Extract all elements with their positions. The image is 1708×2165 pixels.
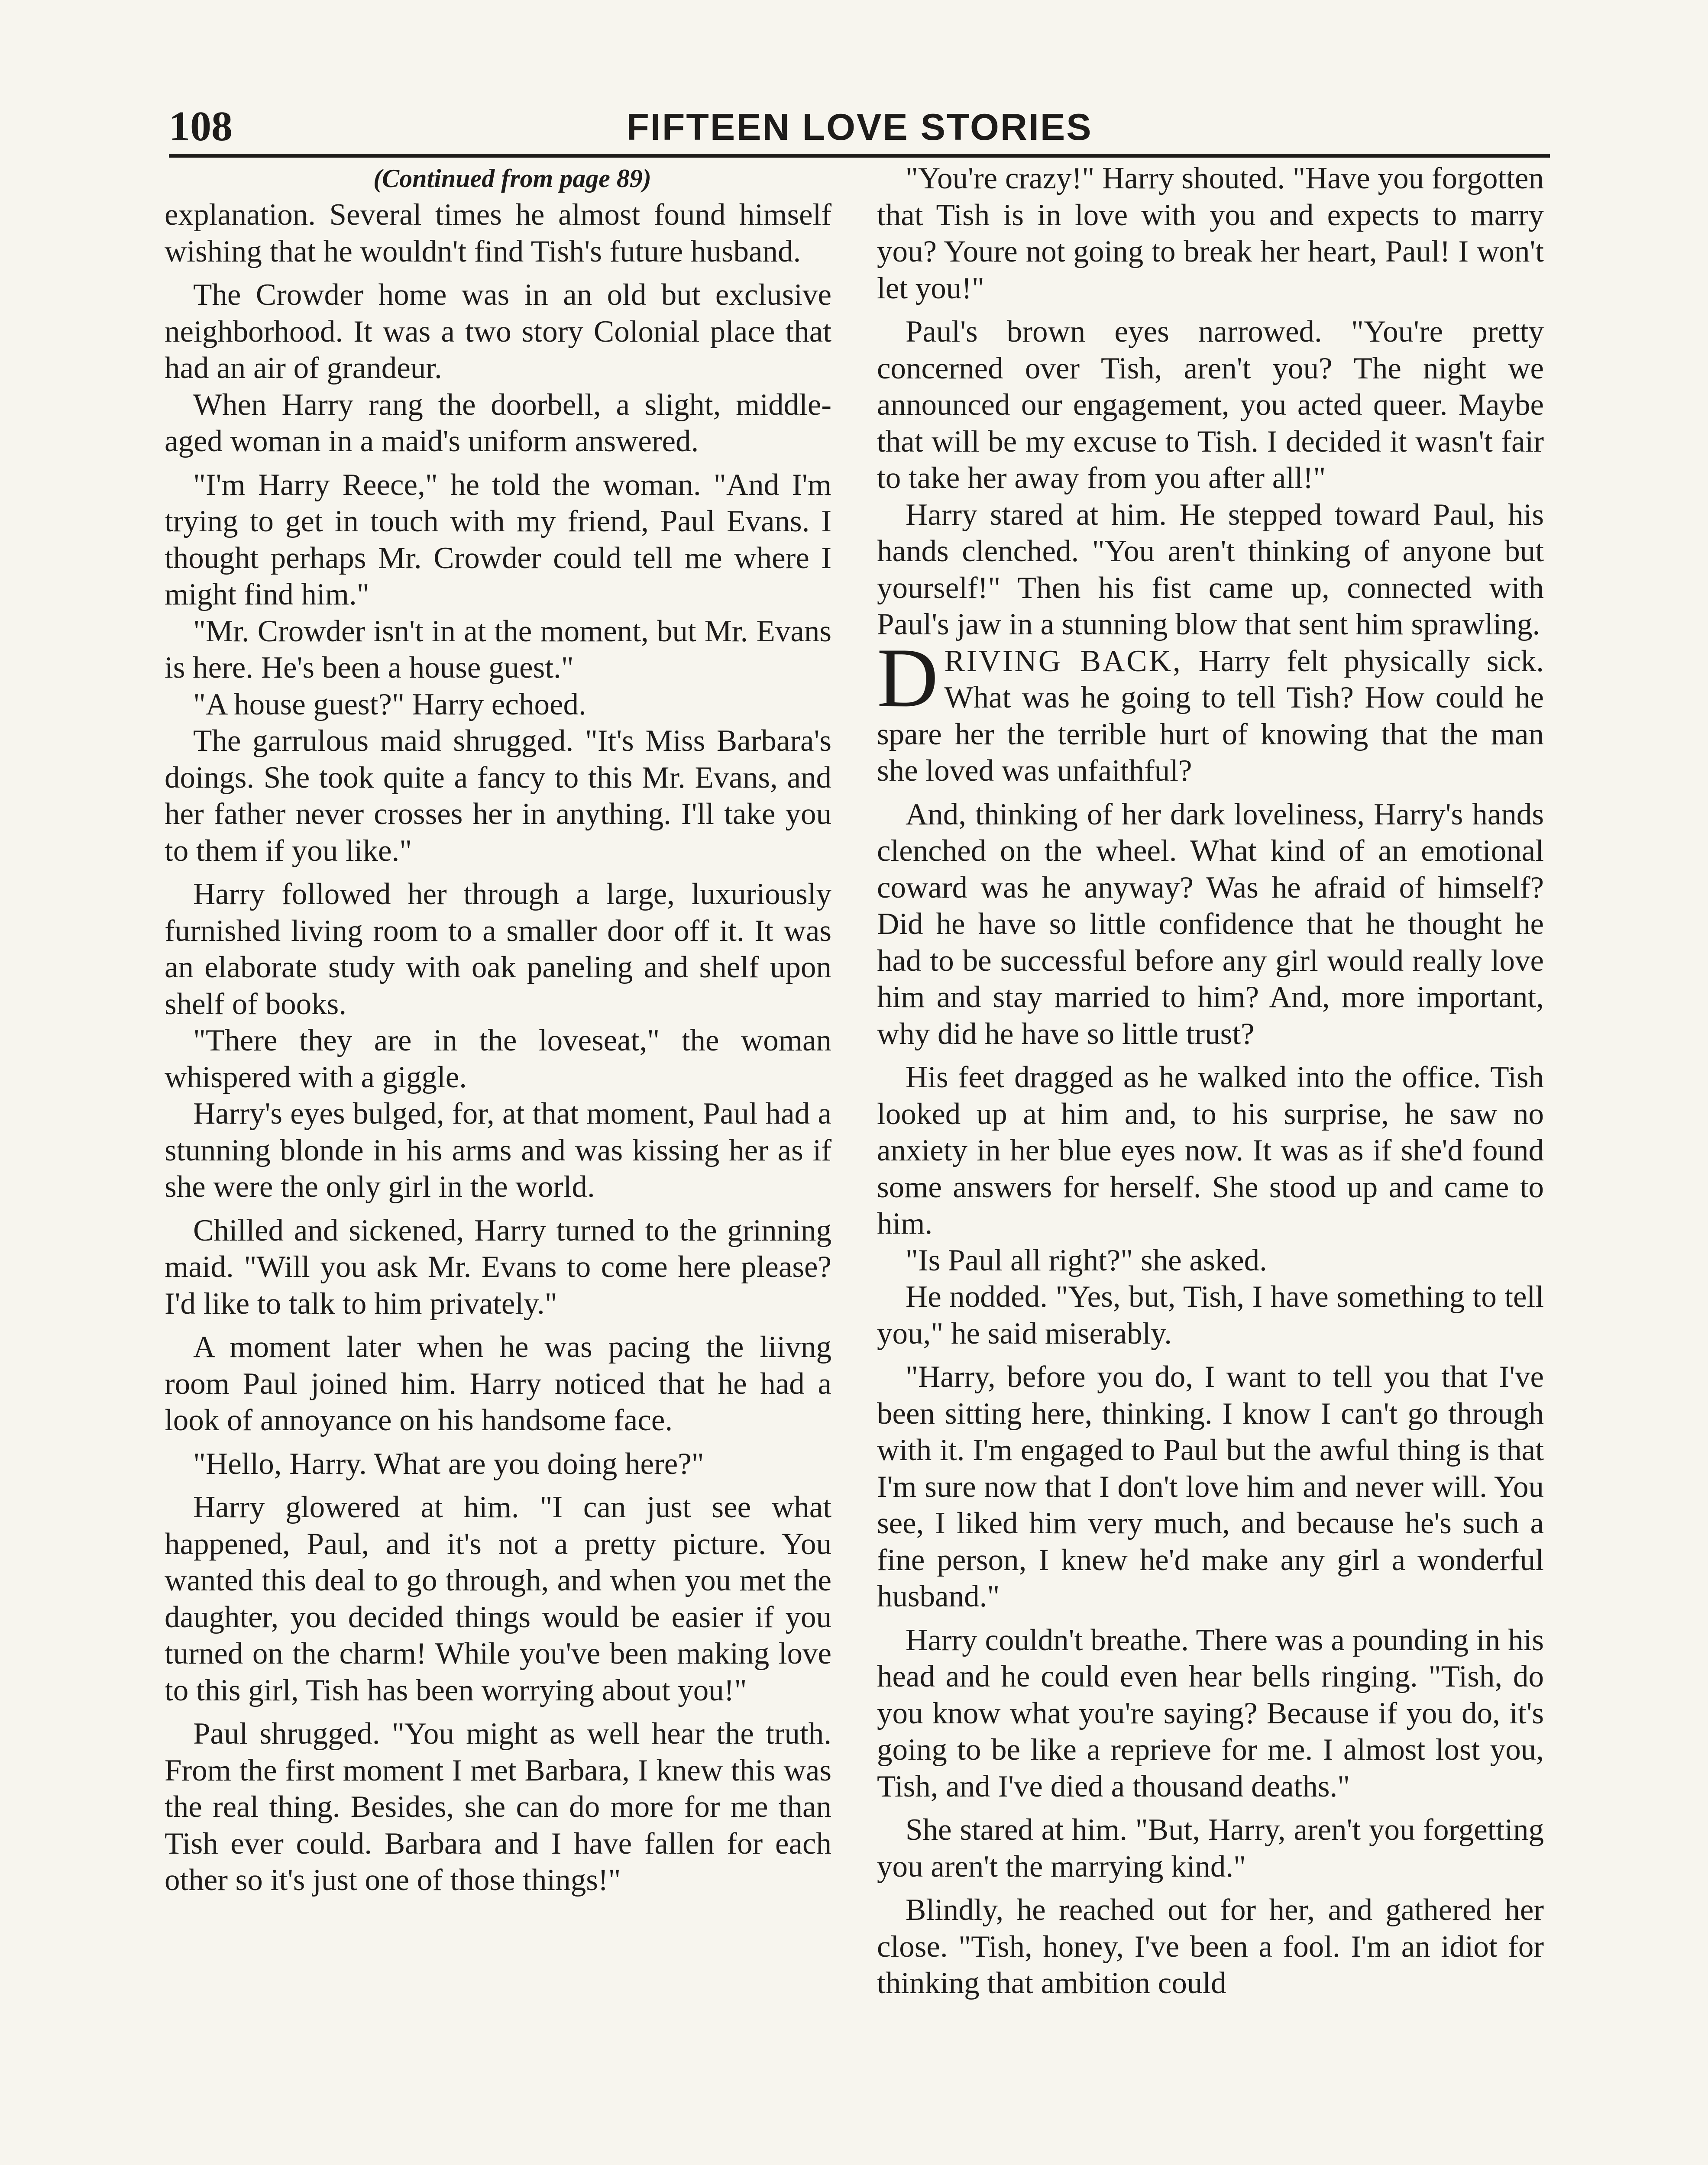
- left-column: [165, 160, 831, 1899]
- continued-note: (Continued from page 89): [373, 164, 651, 193]
- paragraph: She stared at him. "But, Harry, aren't you forgetting you aren't the marrying kind.": [877, 1813, 1544, 1884]
- paragraph: His feet dragged as he walked into the office. Tish looked up at him and, to his surprise, he saw no anxiety in her blue eyes now. It was as if she'd found some answers for herself. She stood up and came to him.: [877, 1060, 1544, 1241]
- paragraph: A moment later when he was pacing the liivng room Paul joined him. Harry noticed that he had a look of annoyance on his handsome face.: [165, 1330, 831, 1437]
- paragraph: Harry glowered at him. "I can just see what happened, Paul, and it's not a pretty picture. You wanted this deal to go through, and when you met the daughter, you decided things would be easier if you turned on the charm! While you've been making love to this girl, Tish has been worrying about you!": [165, 1490, 831, 1707]
- paragraph: The Crowder home was in an old but exclusive neighborhood. It was a two story Colonial place that had an air of grandeur.: [165, 278, 831, 385]
- paragraph: Blindly, he reached out for her, and gathered her close. "Tish, honey, I've been a fool. I'm an idiot for thinking that ambition could: [877, 1893, 1544, 2000]
- section-lead-in: RIVING BACK,: [944, 644, 1182, 678]
- paragraph: "Is Paul all right?" she asked.: [906, 1243, 1267, 1277]
- paragraph: Harry stared at him. He stepped toward Paul, his hands clenched. "You aren't thinking of anyone but yourself!" Then his fist came up, connected with Paul's jaw in a stunning blow that sent him sprawling.: [877, 498, 1544, 641]
- paragraph: Harry followed her through a large, luxuriously furnished living room to a smaller door off it. It was an elaborate study with oak paneling and shelf upon shelf of books.: [165, 877, 831, 1021]
- section-break-paragraph: [877, 630, 1544, 789]
- paragraph: Paul shrugged. "You might as well hear the truth. From the first moment I met Barbara, I knew this was the real thing. Besides, she can do more for me than Tish ever could. Barbara and I have fallen for each other so it's just one of those things!": [165, 1717, 831, 1897]
- section-text: Harry felt physically sick. What was he going to tell Tish? How could he spare her the terrible hurt of knowing that the man she loved was unfaithful?: [877, 644, 1544, 788]
- page-number: 108: [169, 103, 233, 150]
- paragraph: "I'm Harry Reece," he told the woman. "And I'm trying to get in touch with my friend, Paul Evans. I thought perhaps Mr. Crowder could tell me where I might find him.": [165, 468, 831, 611]
- paragraph: "There they are in the loveseat," the woman whispered with a giggle.: [165, 1024, 831, 1094]
- paragraph: Harry's eyes bulged, for, at that moment, Paul had a stunning blonde in his arms and was kissing her as if she were the only girl in the world.: [165, 1097, 831, 1204]
- paragraph: "Hello, Harry. What are you doing here?": [193, 1447, 704, 1481]
- paragraph: Paul's brown eyes narrowed. "You're pretty concerned over Tish, aren't you? The night we announced our engagement, you acted queer. Maybe that will be my excuse to Tish. I decided it wasn't fair to take her away from you after all!": [877, 315, 1544, 495]
- paragraph: Chilled and sickened, Harry turned to the grinning maid. "Will you ask Mr. Evans to come here please? I'd like to talk to him privately.": [165, 1213, 831, 1321]
- drop-cap: D: [877, 630, 938, 725]
- paragraph: "A house guest?" Harry echoed.: [193, 687, 586, 721]
- magazine-title: FIFTEEN LOVE STORIES: [626, 107, 1093, 148]
- paragraph: "Mr. Crowder isn't in at the moment, but Mr. Evans is here. He's been a house guest.": [165, 614, 831, 685]
- page-header: [169, 84, 1550, 158]
- paragraph: And, thinking of her dark loveliness, Harry's hands clenched on the wheel. What kind of an emotional coward was he anyway? Was he afraid of himself? Did he have so little confidence that he thought he had to be successful before any girl would really love him and stay married to him? And, more important, why did he have so little trust?: [877, 797, 1544, 1051]
- paragraph: Harry couldn't breathe. There was a pounding in his head and he could even hear bells ringing. "Tish, do you know what you're saying? Because if you do, it's going to be like a reprieve for me. I almost lost you, Tish, and I've died a thousand deaths.": [877, 1623, 1544, 1803]
- paragraph: explanation. Several times he almost found himself wishing that he wouldn't find Tish's future husband.: [165, 198, 831, 268]
- paragraph: He nodded. "Yes, but, Tish, I have something to tell you," he said miserably.: [877, 1280, 1544, 1351]
- paragraph: "Harry, before you do, I want to tell you that I've been sitting here, thinking. I know I can't go through with it. I'm engaged to Paul but the awful thing is that I'm sure now that I don't love him and never will. You see, I liked him very much, and because he's such a fine person, I knew he'd make any girl a wonderful husband.": [877, 1360, 1544, 1613]
- paragraph: "You're crazy!" Harry shouted. "Have you forgotten that Tish is in love with you and expects to marry you? Youre not going to break her heart, Paul! I won't let you!": [877, 162, 1544, 305]
- right-column: [877, 160, 1544, 2002]
- paragraph: The garrulous maid shrugged. "It's Miss Barbara's doings. She took quite a fancy to this Mr. Evans, and her father never crosses her in anything. I'll take you to them if you like.": [165, 724, 831, 868]
- paragraph: When Harry rang the doorbell, a slight, middle-aged woman in a maid's uniform answered.: [165, 388, 831, 458]
